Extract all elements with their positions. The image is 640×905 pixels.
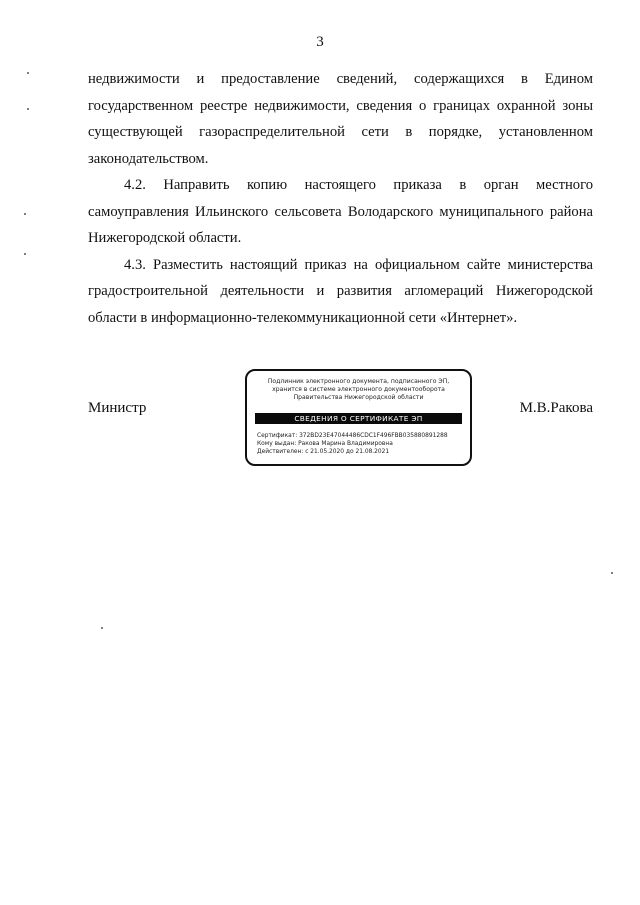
stamp-certificate-label: Сертификат:: [257, 433, 298, 439]
stamp-issued-to-label: Кому выдан:: [257, 441, 297, 447]
paragraph-continuation: недвижимости и предоставление сведений, содержащихся в Едином государственном реестре недвижимости, сведения о границах охранной зоны существующей газораспределительной сети в порядке, установленном законодательством.: [88, 71, 593, 167]
document-body: [88, 66, 593, 331]
stamp-certificate-row: [257, 432, 462, 440]
stamp-valid-label: Действителен:: [257, 449, 304, 455]
stamp-details: [257, 432, 462, 456]
scan-speck: [27, 72, 29, 74]
scan-speck: [101, 627, 103, 629]
stamp-header-line: Подлинник электронного документа, подписанного ЭП,: [267, 378, 450, 385]
stamp-title: СВЕДЕНИЯ О СЕРТИФИКАТЕ ЭП: [255, 413, 462, 424]
signatory-role: Министр: [88, 400, 147, 416]
scan-speck: [611, 572, 613, 574]
paragraph-4-3: 4.3. Разместить настоящий приказ на официальном сайте министерства градостроительной деятельности и развития агломераций Нижегородской области в информационно-телекоммуникационной сети «Интернет».: [88, 256, 593, 326]
scan-speck: [27, 108, 29, 110]
stamp-valid-row: [257, 448, 462, 456]
stamp-certificate-value: 372BD23E47044486CDC1F496FBB035880891288: [299, 433, 448, 439]
stamp-issued-to-row: [257, 440, 462, 448]
stamp-header-line: Правительства Нижегородской области: [293, 394, 424, 401]
stamp-header: [247, 378, 470, 402]
scan-speck: [24, 213, 26, 215]
stamp-issued-to-value: Ракова Марина Владимировна: [298, 441, 393, 447]
page-number: 3: [316, 34, 324, 50]
stamp-valid-value: с 21.05.2020 до 21.08.2021: [305, 449, 390, 455]
electronic-signature-stamp: [245, 369, 472, 466]
paragraph-4-2: 4.2. Направить копию настоящего приказа в орган местного самоуправления Ильинского сельсовета Володарского муниципального района Нижегородской области.: [88, 177, 593, 246]
stamp-header-line: хранится в системе электронного документооборота: [272, 386, 445, 393]
scan-speck: [24, 253, 26, 255]
signatory-name: М.В.Ракова: [519, 400, 593, 416]
